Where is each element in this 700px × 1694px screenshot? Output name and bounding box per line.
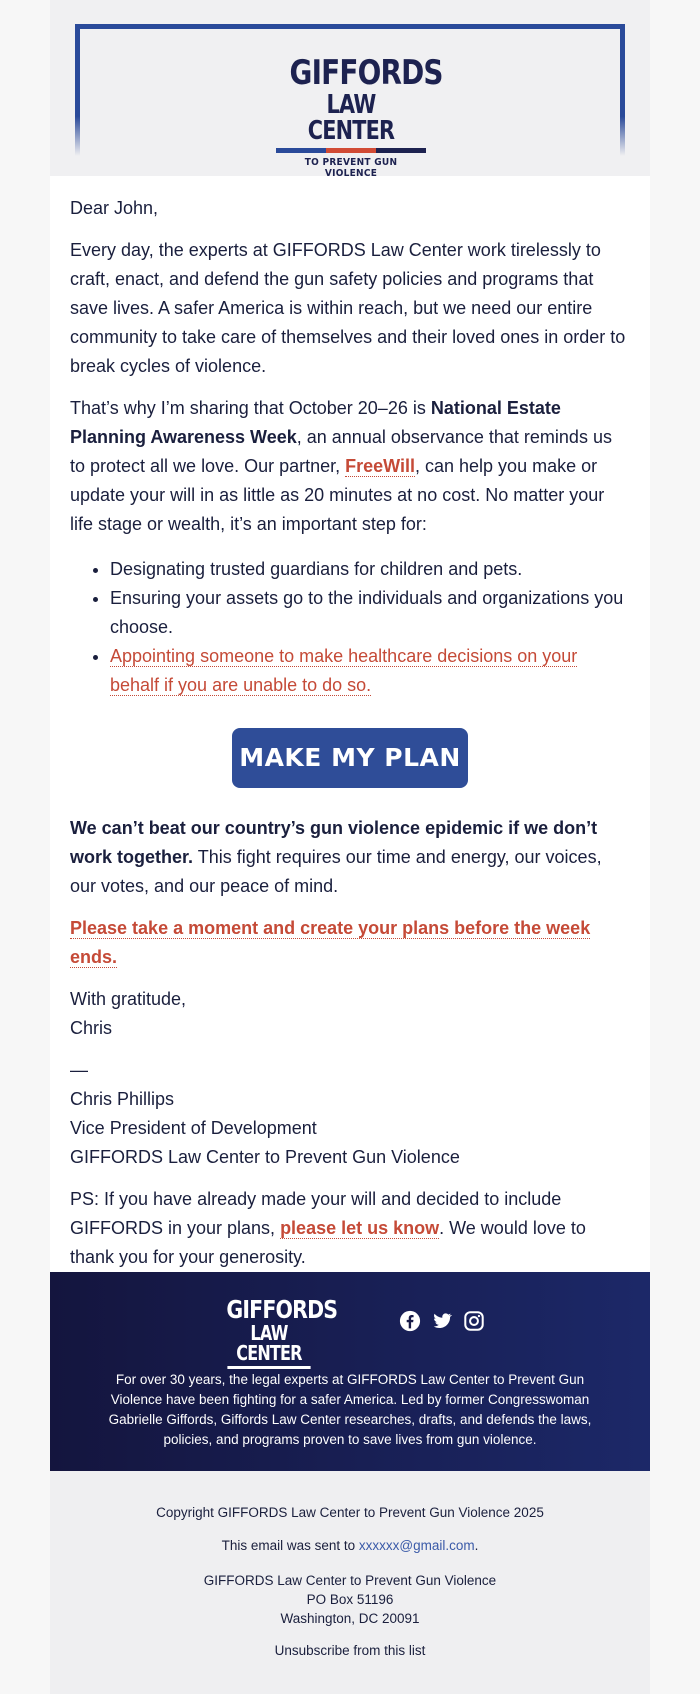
logo-color-bar [276,148,426,153]
social-links [399,1310,485,1332]
email-body [50,176,650,1272]
freewill-link[interactable]: FreeWill [345,456,415,476]
mailing-address [50,1571,650,1628]
paragraph-awareness-week [70,394,630,539]
signature-block [70,1056,630,1172]
signature-org: GIFFORDS Law Center to Prevent Gun Violence [70,1147,460,1167]
email-container [50,0,650,1694]
unsubscribe-link[interactable]: Unsubscribe from this list [274,1643,426,1658]
signature-title: Vice President of Development [70,1118,317,1138]
let-us-know-link[interactable]: please let us know [280,1218,440,1238]
list-item: • Ensuring your assets go to the individuals and organizations you choose. [110,584,630,642]
footer-logo-line2: LAW CENTER [227,1323,310,1369]
paragraph-intro: Every day, the experts at GIFFORDS Law Center work tirelessly to craft, enact, and defend the gun safety policies and programs that save lives. A safer America is within reach, but we need our entire community to take care of themselves and their loved ones in order to break cycles of violence. [70,240,626,376]
paragraph-together [70,814,630,901]
closing-block [70,985,630,1043]
cta-wrapper [70,728,630,788]
footer-logo-line1: GIFFORDS [226,1295,338,1324]
para3-bold: We can’t beat our country’s gun violence epidemic if we don’t work together. [70,818,598,867]
para2-text-b: , an annual observance that reminds us to protect all we love. Our partner, [70,427,612,476]
signature-name: Chris Phillips [70,1089,175,1109]
footer-about: For over 30 years, the legal experts at GIFFORDS Law Center to Prevent Gun Violence have been fighting for a safer America. Led by former Congresswoman Gabrielle Giffords, Giffords Law Center researches, drafts, and defends the laws, policies, and programs proven to save lives from gun violence. [108,1372,592,1447]
benefits-list [110,555,630,700]
footer-legal [50,1471,650,1694]
para2-bold: National Estate Planning Awareness Week [70,398,561,447]
para3-rest: This fight requires our time and energy, our voices, our votes, and our peace of mind. [70,847,602,896]
closing-text: With gratitude, [70,989,187,1009]
paragraph-ps [70,1185,630,1272]
para2-text-c: , can help you make or update your will in as little as 20 minutes at no cost. No matter your life stage or wealth, it’s an important step for: [70,456,605,534]
closing-name: Chris [70,1018,113,1038]
ps-text-b: . We would love to thank you for your generosity. [70,1218,586,1267]
address-line2: PO Box 51196 [306,1592,394,1607]
footer-dark [50,1272,650,1471]
healthcare-decisions-link[interactable]: Appointing someone to make healthcare decisions on your behalf if you are unable to do so. [110,646,578,695]
logo-line1: GIFFORDS [289,53,443,93]
sent-to-line [50,1538,650,1553]
footer-logo[interactable] [217,1295,338,1369]
sent-prefix: This email was sent to [221,1538,359,1553]
paragraph-take-moment [70,914,630,972]
address-line1: GIFFORDS Law Center to Prevent Gun Violence [203,1573,497,1588]
ps-text-a: PS: If you have already made your will and decided to include GIFFORDS in your plans, [70,1189,562,1238]
para2-text-a: That’s why I’m sharing that October 20–26 is [70,398,431,418]
email-header [50,0,650,179]
create-plans-link[interactable]: Please take a moment and create your plans before the week ends. [70,918,591,967]
copyright-text: Copyright GIFFORDS Law Center to Prevent Gun Violence 2025 [156,1505,544,1520]
facebook-icon[interactable] [399,1310,421,1332]
list-item: • Designating trusted guardians for children and pets. [110,555,630,584]
logo-line2: LAW CENTER [307,90,395,146]
sent-suffix: . [474,1538,479,1553]
twitter-icon[interactable] [431,1310,453,1332]
giffords-logo[interactable] [276,53,443,179]
greeting: Dear John, [70,198,159,218]
list-item [110,642,630,700]
make-my-plan-button[interactable]: MAKE MY PLAN [232,728,468,788]
instagram-icon[interactable] [463,1310,485,1332]
recipient-email-link[interactable]: xxxxxx@gmail.com [358,1538,475,1553]
logo-tagline: TO PREVENT GUN VIOLENCE [304,157,398,179]
address-line3: Washington, DC 20091 [280,1611,420,1626]
signature-dash: — [70,1060,88,1080]
